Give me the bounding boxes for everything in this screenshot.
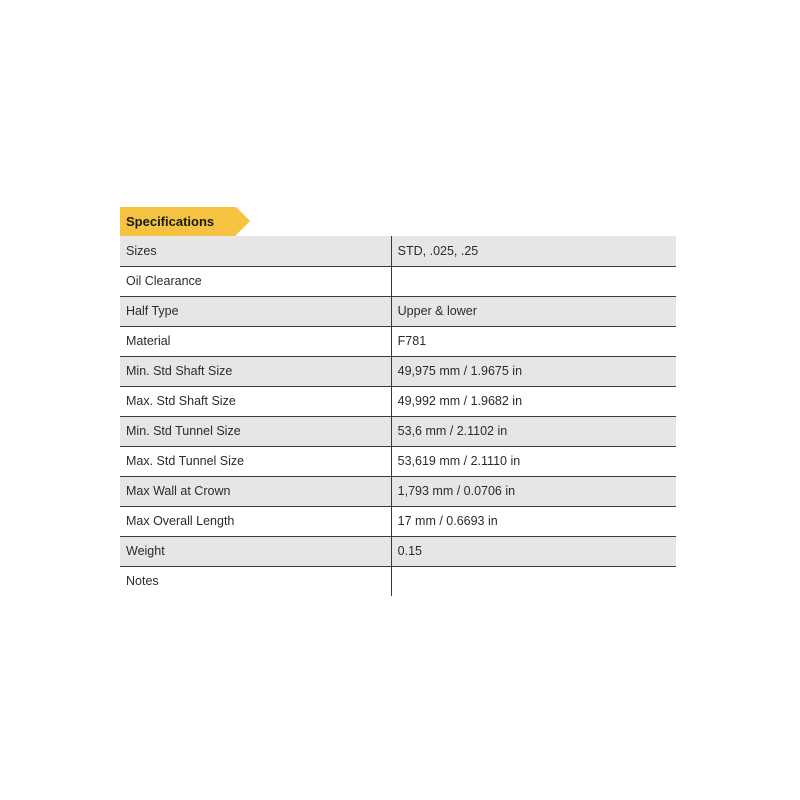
spec-value: 49,992 mm / 1.9682 in — [391, 386, 676, 416]
table-row — [120, 446, 676, 476]
table-row — [120, 536, 676, 566]
table-row — [120, 506, 676, 536]
table-row — [120, 416, 676, 446]
spec-label: Max Wall at Crown — [120, 476, 391, 506]
spec-label: Min. Std Tunnel Size — [120, 416, 391, 446]
spec-label: Half Type — [120, 296, 391, 326]
spec-label: Max. Std Tunnel Size — [120, 446, 391, 476]
specifications-tab: Specifications — [120, 207, 236, 236]
table-row — [120, 236, 676, 266]
table-row — [120, 266, 676, 296]
spec-label: Weight — [120, 536, 391, 566]
spec-value: 1,793 mm / 0.0706 in — [391, 476, 676, 506]
spec-label: Notes — [120, 566, 391, 596]
table-row — [120, 566, 676, 596]
table-row — [120, 296, 676, 326]
spec-value: 53,6 mm / 2.1102 in — [391, 416, 676, 446]
spec-value: 17 mm / 0.6693 in — [391, 506, 676, 536]
spec-value — [391, 566, 676, 596]
spec-value: 49,975 mm / 1.9675 in — [391, 356, 676, 386]
specifications-panel — [120, 207, 676, 596]
spec-label: Material — [120, 326, 391, 356]
spec-value: 0.15 — [391, 536, 676, 566]
table-row — [120, 386, 676, 416]
spec-label: Min. Std Shaft Size — [120, 356, 391, 386]
table-row — [120, 476, 676, 506]
spec-value — [391, 266, 676, 296]
specifications-table — [120, 236, 676, 596]
spec-value: F781 — [391, 326, 676, 356]
spec-value: 53,619 mm / 2.1110 in — [391, 446, 676, 476]
spec-label: Max Overall Length — [120, 506, 391, 536]
spec-value: STD, .025, .25 — [391, 236, 676, 266]
spec-label: Max. Std Shaft Size — [120, 386, 391, 416]
spec-label: Oil Clearance — [120, 266, 391, 296]
spec-value: Upper & lower — [391, 296, 676, 326]
table-row — [120, 326, 676, 356]
spec-label: Sizes — [120, 236, 391, 266]
table-row — [120, 356, 676, 386]
